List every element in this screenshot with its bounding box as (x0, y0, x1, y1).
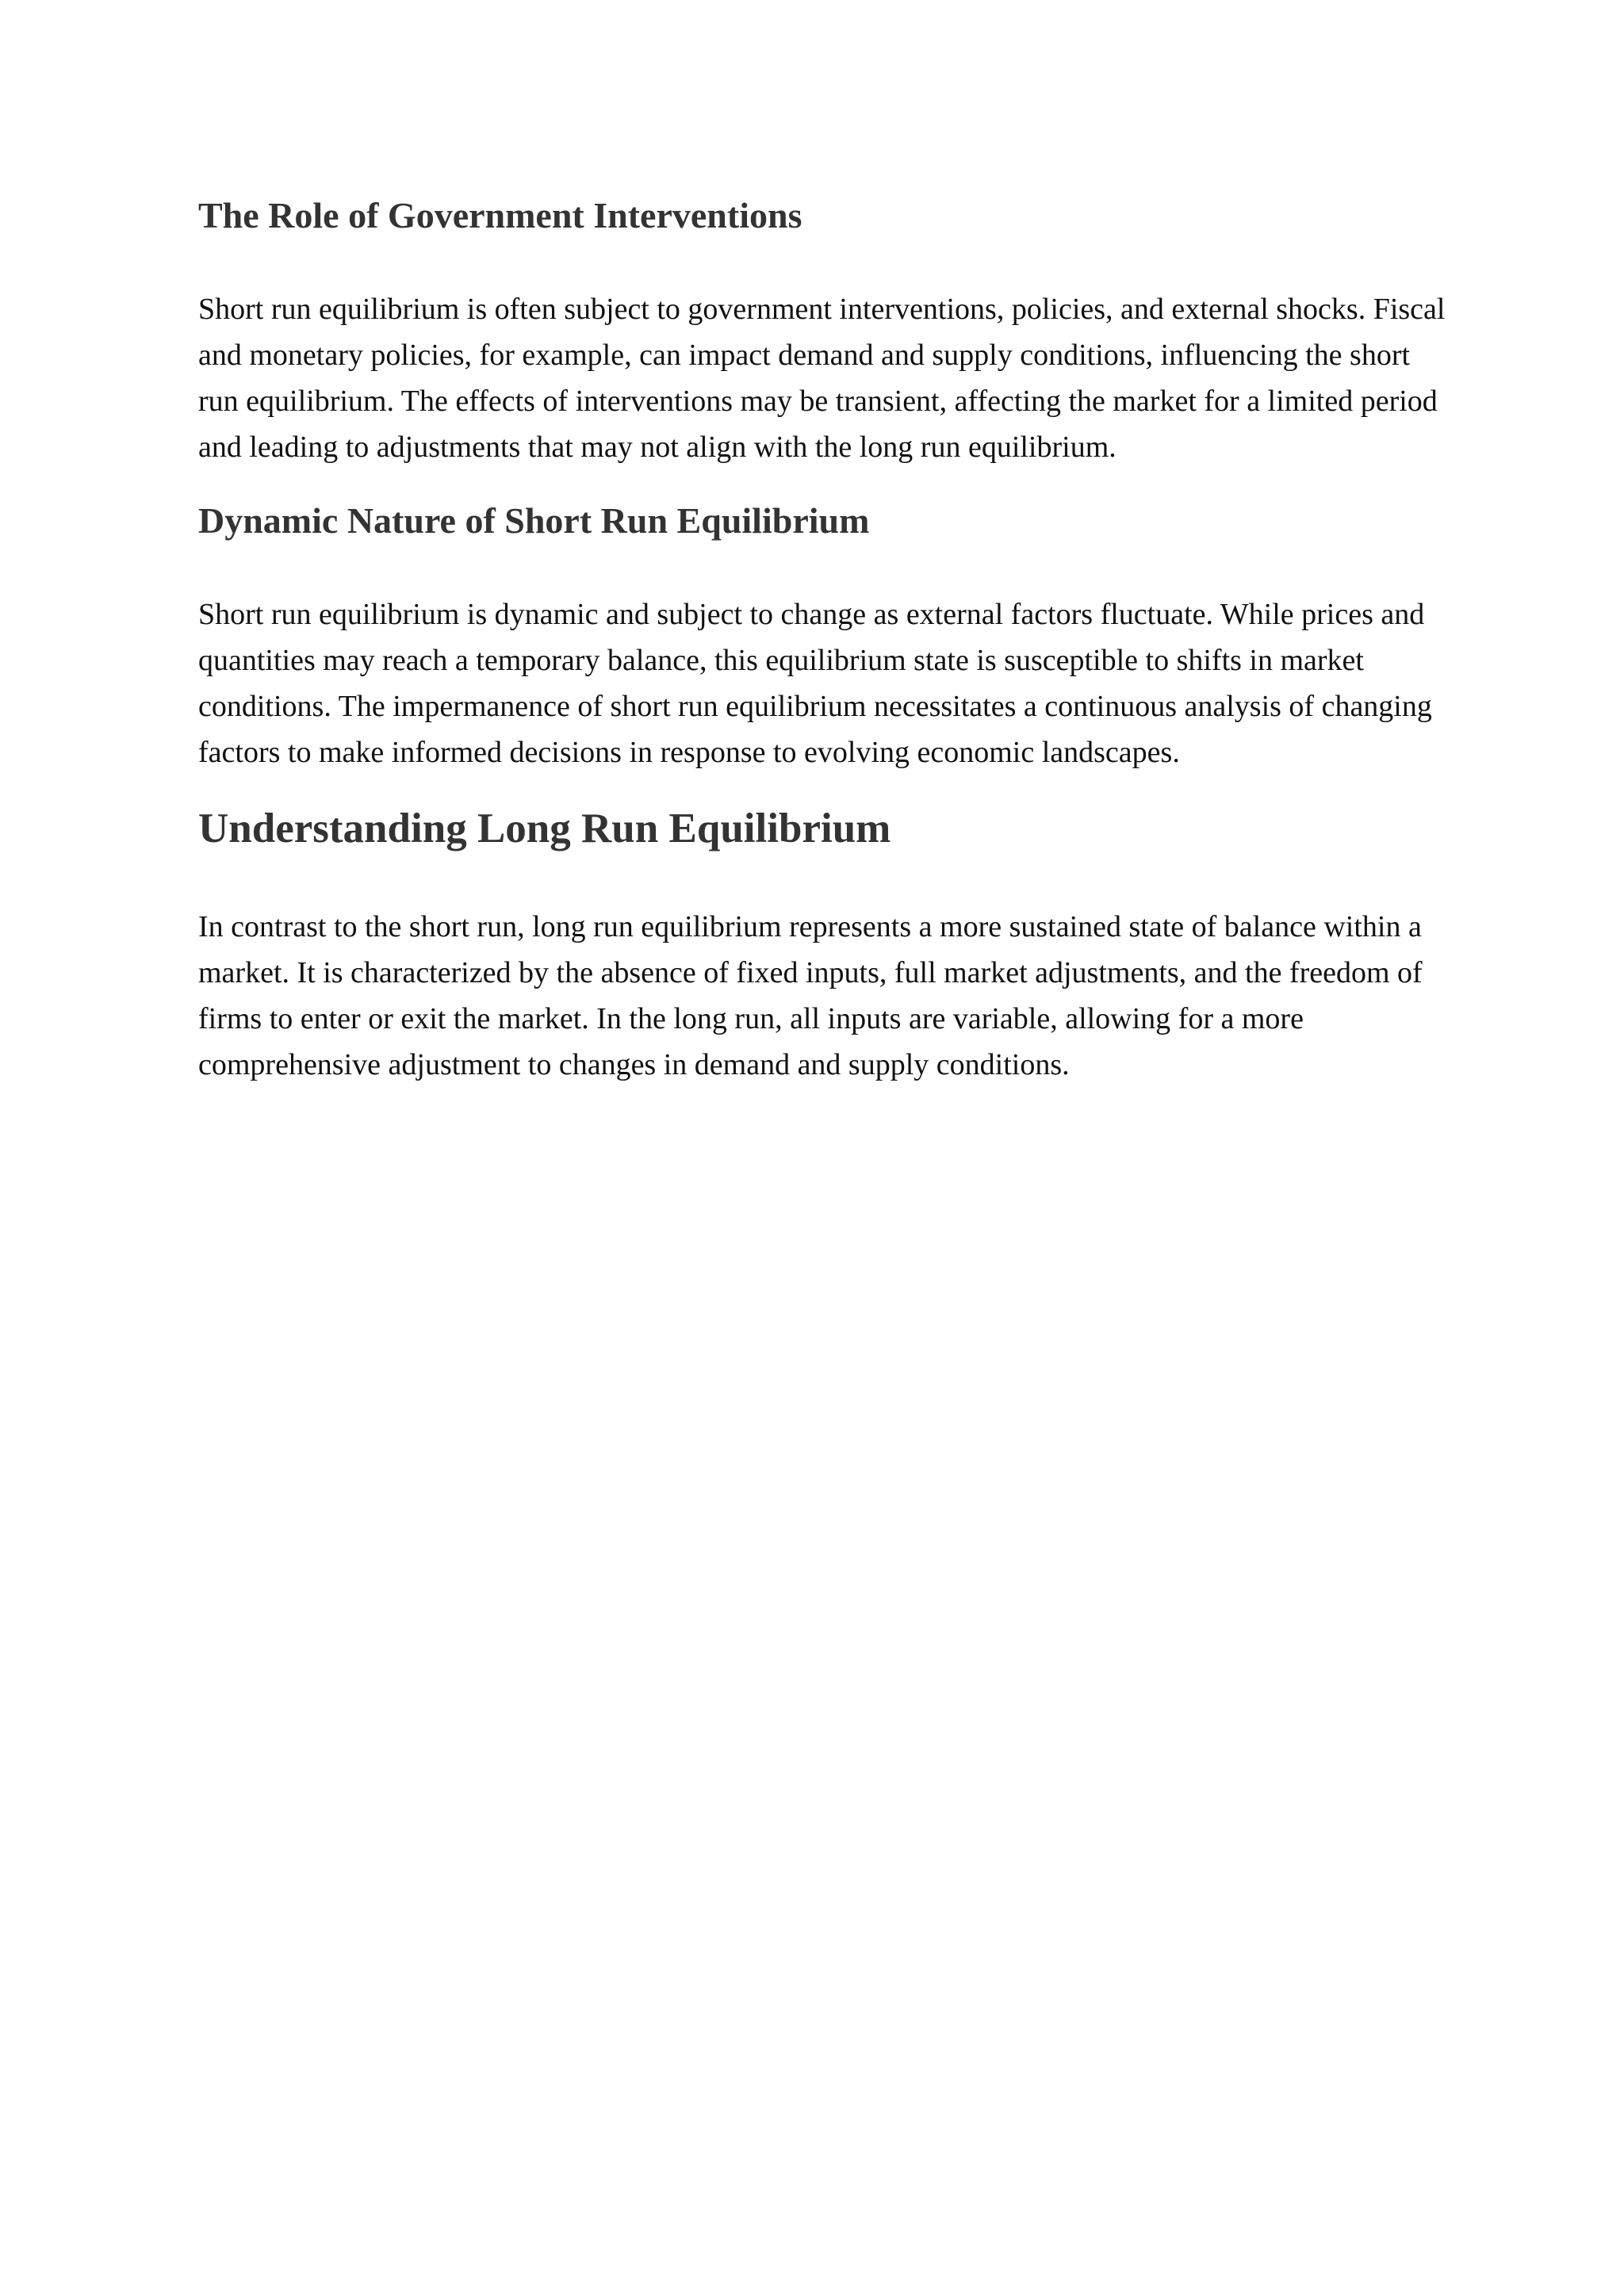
section-heading-dynamic-nature: Dynamic Nature of Short Run Equilibrium (198, 500, 870, 541)
section-heading-government-interventions: The Role of Government Interventions (198, 195, 802, 235)
section-heading-long-run-equilibrium: Understanding Long Run Equilibrium (198, 806, 891, 852)
paragraph-long-run-equilibrium: In contrast to the short run, long run equilibrium represents a more sustained state of balance within a market. It is characterized by the absence of fixed inputs, full market adjustments, and the freedom of firms to enter or exit the market. In the long run, all inputs are variable, allowing for a more comprehensive adjustment to changes in demand and supply conditions. (198, 909, 1423, 1081)
paragraph-dynamic-nature: Short run equilibrium is dynamic and subject to change as external factors fluctuate. While prices and quantities may reach a temporary balance, this equilibrium state is susceptible to shifts in market conditions. The impermanence of short run equilibrium necessitates a continuous analysis of changing factors to make informed decisions in response to evolving economic landscapes. (198, 598, 1432, 770)
paragraph-government-interventions: Short run equilibrium is often subject to government interventions, policies, and external shocks. Fiscal and monetary policies, for example, can impact demand and supply conditions, influencing the short run equilibrium. The effects of interventions may be transient, affecting the market for a limited period and leading to adjustments that may not align with the long run equilibrium. (198, 293, 1446, 465)
document-page (198, 190, 1451, 1088)
